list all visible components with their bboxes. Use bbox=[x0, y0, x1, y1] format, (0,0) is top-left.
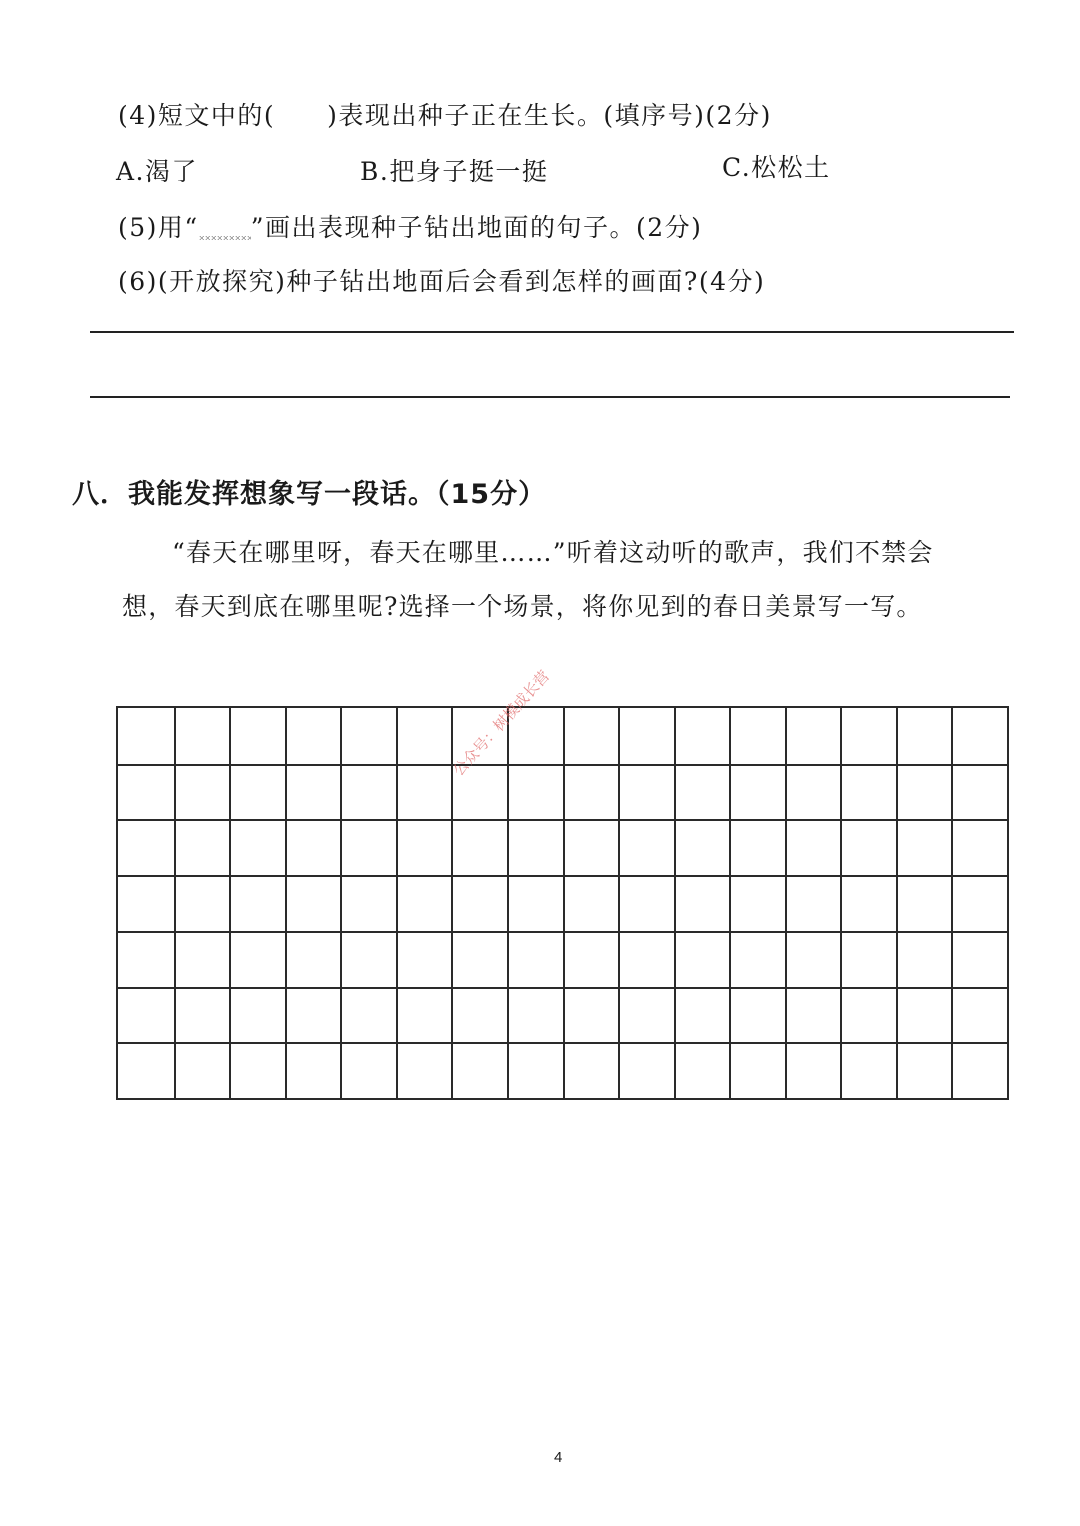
grid-column-line bbox=[618, 708, 620, 1098]
answer-line-1[interactable] bbox=[90, 331, 1014, 333]
watermark: 公众号：树模成长营 bbox=[449, 667, 554, 780]
question-5-stem-end: ”画出表现种子钻出地面的句子。(2分) bbox=[250, 213, 703, 242]
grid-column-line bbox=[674, 708, 676, 1098]
question-6: (6)(开放探究)种子钻出地面后会看到怎样的画面?(4分) bbox=[118, 267, 766, 296]
section-8-prompt-line-2: 想，春天到底在哪里呢?选择一个场景，将你见到的春日美景写一写。 bbox=[122, 592, 923, 621]
writing-grid[interactable] bbox=[116, 706, 1009, 1100]
question-4 bbox=[118, 96, 772, 132]
option-c: C.松松土 bbox=[722, 153, 831, 182]
grid-row-line bbox=[118, 875, 1007, 877]
grid-row-line bbox=[118, 819, 1007, 821]
section-8-prompt-line-1: “春天在哪里呀，春天在哪里……”听着这动听的歌声，我们不禁会 bbox=[172, 538, 934, 567]
grid-column-line bbox=[340, 708, 342, 1098]
grid-column-line bbox=[951, 708, 953, 1098]
section-8-heading: 八．我能发挥想象写一段话。（15分） bbox=[72, 479, 547, 510]
grid-column-line bbox=[840, 708, 842, 1098]
grid-column-line bbox=[285, 708, 287, 1098]
grid-row-line bbox=[118, 931, 1007, 933]
option-a: A.渴了 bbox=[116, 157, 199, 186]
grid-column-line bbox=[229, 708, 231, 1098]
answer-line-2[interactable] bbox=[90, 396, 1010, 398]
grid-row-line bbox=[118, 764, 1007, 766]
question-5-stem-start: (5)用“ bbox=[118, 213, 199, 242]
option-b: B.把身子挺一挺 bbox=[360, 157, 549, 186]
question-4-stem-start: (4)短文中的( bbox=[118, 101, 276, 130]
grid-column-line bbox=[174, 708, 176, 1098]
wavy-underline-mark bbox=[199, 218, 251, 240]
grid-row-line bbox=[118, 987, 1007, 989]
grid-column-line bbox=[396, 708, 398, 1098]
question-4-stem-end: )表现出种子正在生长。(填序号)(2分) bbox=[327, 101, 772, 130]
grid-column-line bbox=[729, 708, 731, 1098]
page-number: 4 bbox=[554, 1449, 563, 1466]
grid-column-line bbox=[563, 708, 565, 1098]
grid-row-line bbox=[118, 1042, 1007, 1044]
question-5 bbox=[118, 208, 702, 244]
grid-column-line bbox=[507, 708, 509, 1098]
grid-column-line bbox=[785, 708, 787, 1098]
grid-column-line bbox=[896, 708, 898, 1098]
